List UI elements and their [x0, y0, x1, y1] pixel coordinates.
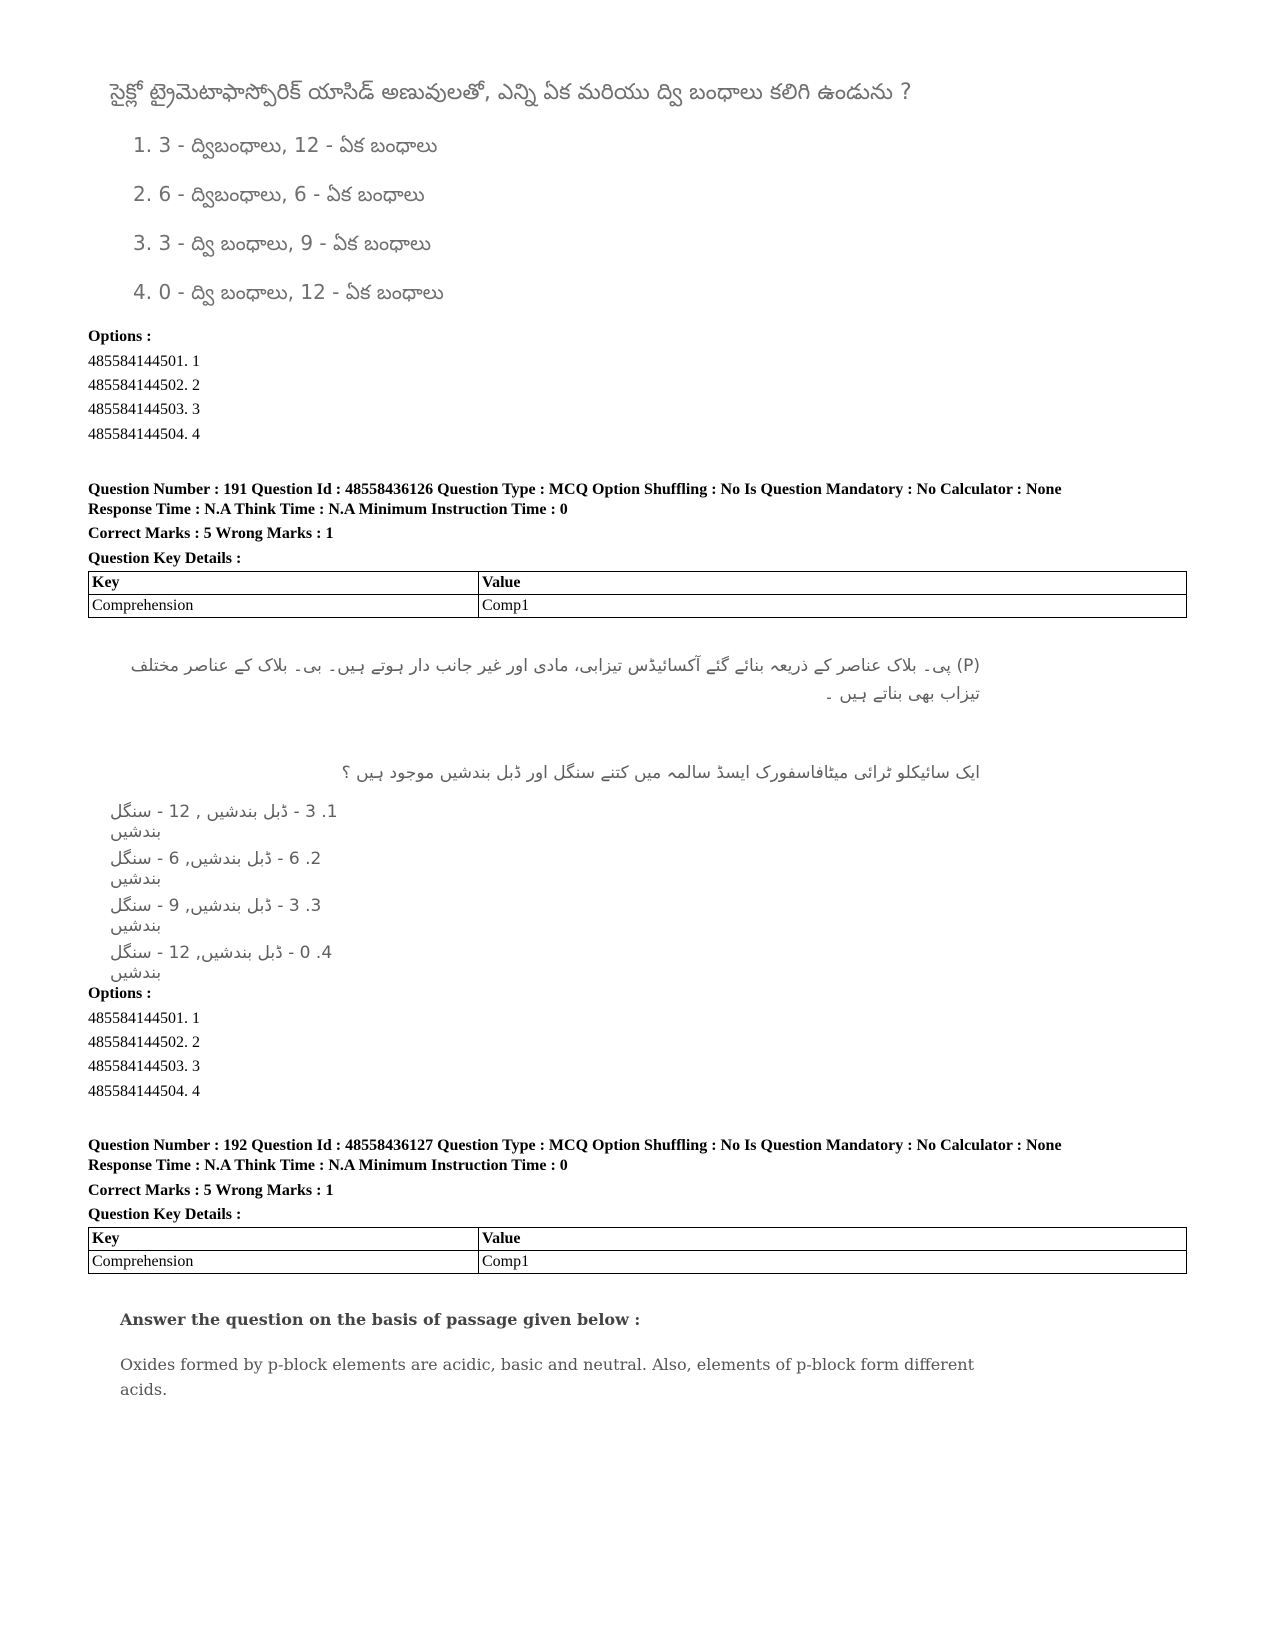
table-cell-value: Comp1 — [479, 1251, 1187, 1274]
urdu-question: ایک سائیکلو ٹرائی میٹافاسفورک ایسڈ سالمہ میں کتنے سنگل اور ڈبل بندشیں موجود ہیں ؟ — [341, 763, 980, 783]
urdu-option-1: 1. 3 - ڈبل بندشیں , 12 - سنگل بندشیں — [110, 802, 338, 842]
table-header-value: Value — [479, 1228, 1187, 1251]
question-192-key-label: Question Key Details : — [88, 1206, 242, 1223]
telugu-option-2: 2. 6 - ద్విబంధాలు, 6 - ఏక బంధాలు — [133, 182, 425, 206]
question-192-timing: Response Time : N.A Think Time : N.A Minimum Instruction Time : 0 — [88, 1157, 568, 1174]
question-192-key-table — [88, 1227, 1187, 1274]
table-header-value: Value — [479, 572, 1187, 595]
table-header-key: Key — [89, 1228, 479, 1251]
options-label: Options : — [88, 985, 152, 1002]
telugu-question-text: సైక్లో ట్రైమెటాఫాస్పోరిక్ యాసిడ్ అణువులతో, ఎన్ని ఏక మరియు ద్వి బంధాలు కలిగి ఉండును ? — [110, 80, 912, 105]
option-code-1: 485584144501. 1 — [88, 353, 200, 370]
option-code-3: 485584144503. 3 — [88, 401, 200, 418]
question-191-timing: Response Time : N.A Think Time : N.A Minimum Instruction Time : 0 — [88, 501, 568, 518]
table-row — [89, 1251, 1187, 1274]
option-code-4: 485584144504. 4 — [88, 426, 200, 443]
english-passage: Oxides formed by p-block elements are acidic, basic and neutral. Also, elements of p-block form different acids. — [120, 1355, 975, 1399]
question-192-header: Question Number : 192 Question Id : 48558436127 Question Type : MCQ Option Shuffling : No Is Question Mandatory : No Calculator : None — [88, 1137, 1062, 1154]
table-row — [89, 572, 1187, 595]
table-cell-key: Comprehension — [89, 595, 479, 618]
table-row — [89, 1228, 1187, 1251]
options-label: Options : — [88, 328, 152, 345]
telugu-option-1: 1. 3 - ద్విబంధాలు, 12 - ఏక బంధాలు — [133, 133, 438, 157]
question-192-marks: Correct Marks : 5 Wrong Marks : 1 — [88, 1182, 334, 1199]
option-code-2: 485584144502. 2 — [88, 377, 200, 394]
urdu-passage: (P) پی۔ بلاک عناصر کے ذریعہ بنائے گئے آکسائیڈس تیزابی، مادی اور غیر جانب دار ہوتے ہیں۔ بی۔ بلاک کے عناصر مختلف تیزاب بھی بناتے ہیں ۔ — [130, 656, 980, 704]
passage-heading: Answer the question on the basis of passage given below : — [120, 1310, 641, 1329]
telugu-option-3: 3. 3 - ద్వి బంధాలు, 9 - ఏక బంధాలు — [133, 231, 432, 255]
option-code-2: 485584144502. 2 — [88, 1034, 200, 1051]
question-191-marks: Correct Marks : 5 Wrong Marks : 1 — [88, 525, 334, 542]
telugu-option-4: 4. 0 - ద్వి బంధాలు, 12 - ఏక బంధాలు — [133, 280, 444, 304]
option-code-3: 485584144503. 3 — [88, 1058, 200, 1075]
question-191-key-table — [88, 571, 1187, 618]
question-191-header: Question Number : 191 Question Id : 48558436126 Question Type : MCQ Option Shuffling : No Is Question Mandatory : No Calculator : None — [88, 481, 1062, 498]
table-header-key: Key — [89, 572, 479, 595]
option-code-1: 485584144501. 1 — [88, 1010, 200, 1027]
table-cell-value: Comp1 — [479, 595, 1187, 618]
option-code-4: 485584144504. 4 — [88, 1083, 200, 1100]
urdu-option-4: 4. 0 - ڈبل بندشیں, 12 - سنگل بندشیں — [110, 943, 333, 983]
table-row — [89, 595, 1187, 618]
question-191-key-label: Question Key Details : — [88, 550, 242, 567]
table-cell-key: Comprehension — [89, 1251, 479, 1274]
urdu-option-3: 3. 3 - ڈبل بندشیں, 9 - سنگل بندشیں — [110, 896, 322, 936]
urdu-option-2: 2. 6 - ڈبل بندشیں, 6 - سنگل بندشیں — [110, 849, 322, 889]
